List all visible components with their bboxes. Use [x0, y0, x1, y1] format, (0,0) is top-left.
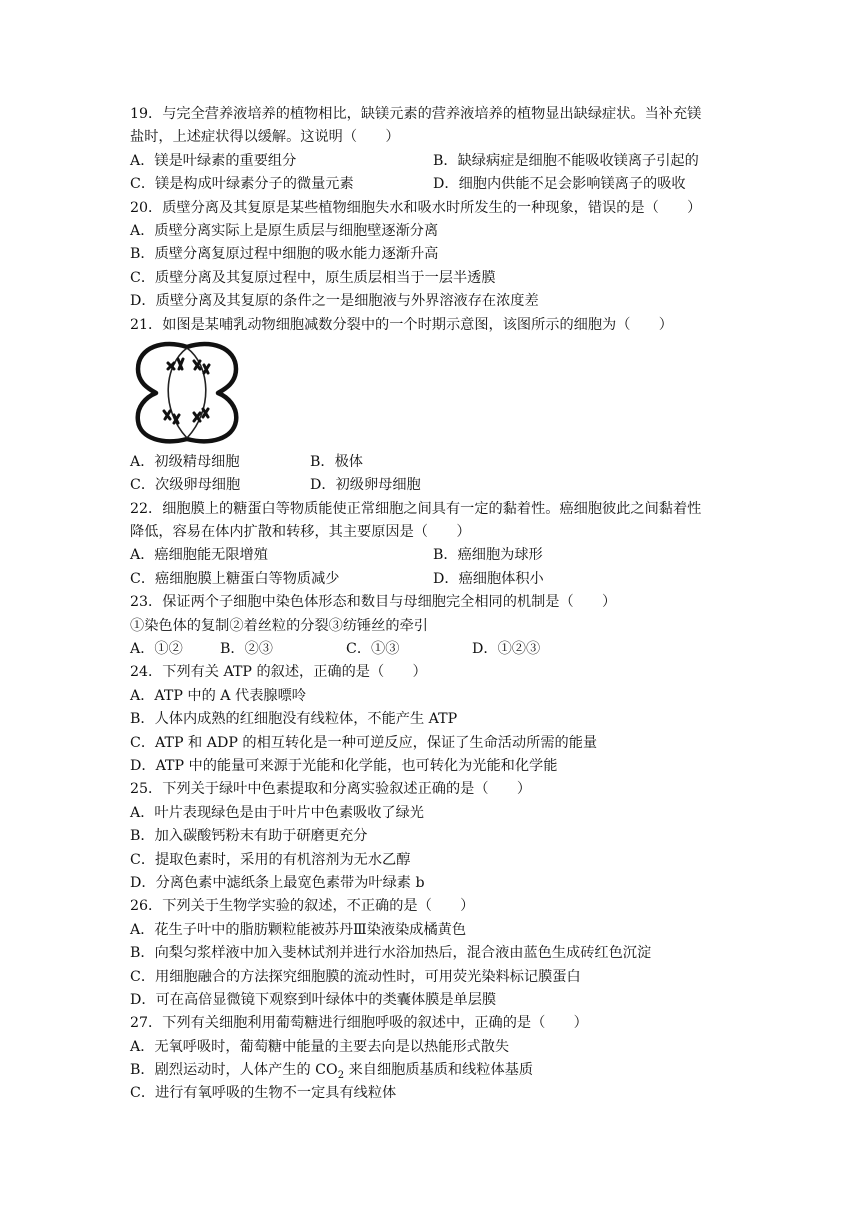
option-a: A．初级精母细胞 — [130, 453, 240, 470]
cell-division-figure — [130, 339, 740, 447]
option-c: C．ATP 和 ADP 的相互转化是一种可逆反应，保证了生命活动所需的能量 — [130, 734, 598, 751]
option-d: D．初级卵母细胞 — [310, 477, 421, 494]
option-d: D．分离色素中滤纸条上最宽色素带为叶绿素 b — [130, 874, 425, 891]
option-d: D．可在高倍显微镜下观察到叶绿体中的类囊体膜是单层膜 — [130, 991, 497, 1008]
question-26 — [130, 895, 740, 1012]
question-stem: 26．下列关于生物学实验的叙述，不正确的是（ ） — [130, 898, 475, 915]
option-a: A．花生子叶中的脂肪颗粒能被苏丹Ⅲ染液染成橘黄色 — [130, 921, 467, 938]
option-a: A．叶片表现绿色是由于叶片中色素吸收了绿光 — [130, 804, 424, 821]
question-stem: 盐时，上述症状得以缓解。这说明（ ） — [130, 129, 400, 146]
option-row — [130, 474, 740, 497]
option-a: A．①② — [130, 641, 183, 658]
exam-page — [130, 103, 740, 1106]
question-19 — [130, 103, 740, 197]
question-stem: 降低，容易在体内扩散和转移，其主要原因是（ ） — [130, 524, 471, 541]
option-d: D．癌细胞体积小 — [433, 570, 544, 587]
option-a: A．癌细胞能无限增殖 — [130, 547, 268, 564]
option-row — [130, 638, 740, 661]
option-d: D．ATP 中的能量可来源于光能和化学能，也可转化为光能和化学能 — [130, 757, 558, 774]
option-d: D．细胞内供能不足会影响镁离子的吸收 — [433, 176, 686, 193]
option-c: C．镁是构成叶绿素分子的微量元素 — [130, 176, 354, 193]
question-25 — [130, 778, 740, 895]
question-stem: 22．细胞膜上的糖蛋白等物质能使正常细胞之间具有一定的黏着性。癌细胞彼此之间黏着性 — [130, 500, 702, 517]
question-21 — [130, 314, 740, 498]
option-b — [130, 1059, 740, 1082]
option-row — [130, 568, 740, 591]
option-b: B．质壁分离复原过程中细胞的吸水能力逐渐升高 — [130, 246, 439, 263]
option-c: C．用细胞融合的方法探究细胞膜的流动性时，可用荧光染料标记膜蛋白 — [130, 968, 581, 985]
question-24 — [130, 661, 740, 778]
question-items: ①染色体的复制②着丝粒的分裂③纺锤丝的牵引 — [130, 617, 428, 634]
option-b: B．极体 — [310, 453, 363, 470]
question-stem: 23．保证两个子细胞中染色体形态和数目与母细胞完全相同的机制是（ ） — [130, 594, 617, 611]
meiosis-cell-diagram — [130, 339, 245, 445]
option-c: C．次级卵母细胞 — [130, 477, 241, 494]
question-22 — [130, 498, 740, 592]
option-d: D．①②③ — [472, 641, 541, 658]
question-stem: 20．质壁分离及其复原是某些植物细胞失水和吸水时所发生的一种现象，错误的是（ ） — [130, 199, 702, 216]
option-a: A．无氧呼吸时，葡萄糖中能量的主要去向是以热能形式散失 — [130, 1038, 510, 1055]
option-b: B．加入碳酸钙粉末有助于研磨更充分 — [130, 828, 368, 845]
subscript-2: 2 — [337, 1069, 345, 1081]
question-stem: 21．如图是某哺乳动物细胞减数分裂中的一个时期示意图，该图所示的细胞为（ ） — [130, 316, 673, 333]
option-a: A．质壁分离实际上是原生质层与细胞壁逐渐分离 — [130, 222, 439, 239]
question-23 — [130, 591, 740, 661]
option-d: D．质壁分离及其复原的条件之一是细胞液与外界溶液存在浓度差 — [130, 293, 539, 310]
option-b: B．人体内成熟的红细胞没有线粒体，不能产生 ATP — [130, 711, 458, 728]
option-c: C．①③ — [346, 641, 400, 658]
option-b-text: B．剧烈运动时，人体产生的 CO — [130, 1062, 338, 1079]
option-c: C．进行有氧呼吸的生物不一定具有线粒体 — [130, 1085, 397, 1102]
option-row — [130, 544, 740, 567]
question-stem: 24．下列有关 ATP 的叙述，正确的是（ ） — [130, 664, 427, 681]
question-stem: 25．下列关于绿叶中色素提取和分离实验叙述正确的是（ ） — [130, 781, 532, 798]
question-stem: 27．下列有关细胞利用葡萄糖进行细胞呼吸的叙述中，正确的是（ ） — [130, 1015, 588, 1032]
option-row — [130, 451, 740, 474]
option-a: A．镁是叶绿素的重要组分 — [130, 152, 297, 169]
option-b: B．向梨匀浆样液中加入斐林试剂并进行水浴加热后，混合液由蓝色生成砖红色沉淀 — [130, 945, 652, 962]
option-b: B．缺绿病症是细胞不能吸收镁离子引起的 — [433, 152, 699, 169]
option-c: C．质壁分离及其复原过程中，原生质层相当于一层半透膜 — [130, 269, 496, 286]
option-b-text-rest: 来自细胞质基质和线粒体基质 — [344, 1062, 534, 1079]
question-27 — [130, 1012, 740, 1106]
option-b: B．癌细胞为球形 — [433, 547, 543, 564]
option-c: C．癌细胞膜上糖蛋白等物质减少 — [130, 570, 340, 587]
question-20 — [130, 197, 740, 314]
option-a: A．ATP 中的 A 代表腺嘌呤 — [130, 687, 306, 704]
option-b: B．②③ — [220, 641, 273, 658]
option-row — [130, 173, 740, 196]
option-row — [130, 150, 740, 173]
option-c: C．提取色素时，采用的有机溶剂为无水乙醇 — [130, 851, 411, 868]
question-stem: 19．与完全营养液培养的植物相比，缺镁元素的营养液培养的植物显出缺绿症状。当补充镁 — [130, 106, 702, 122]
